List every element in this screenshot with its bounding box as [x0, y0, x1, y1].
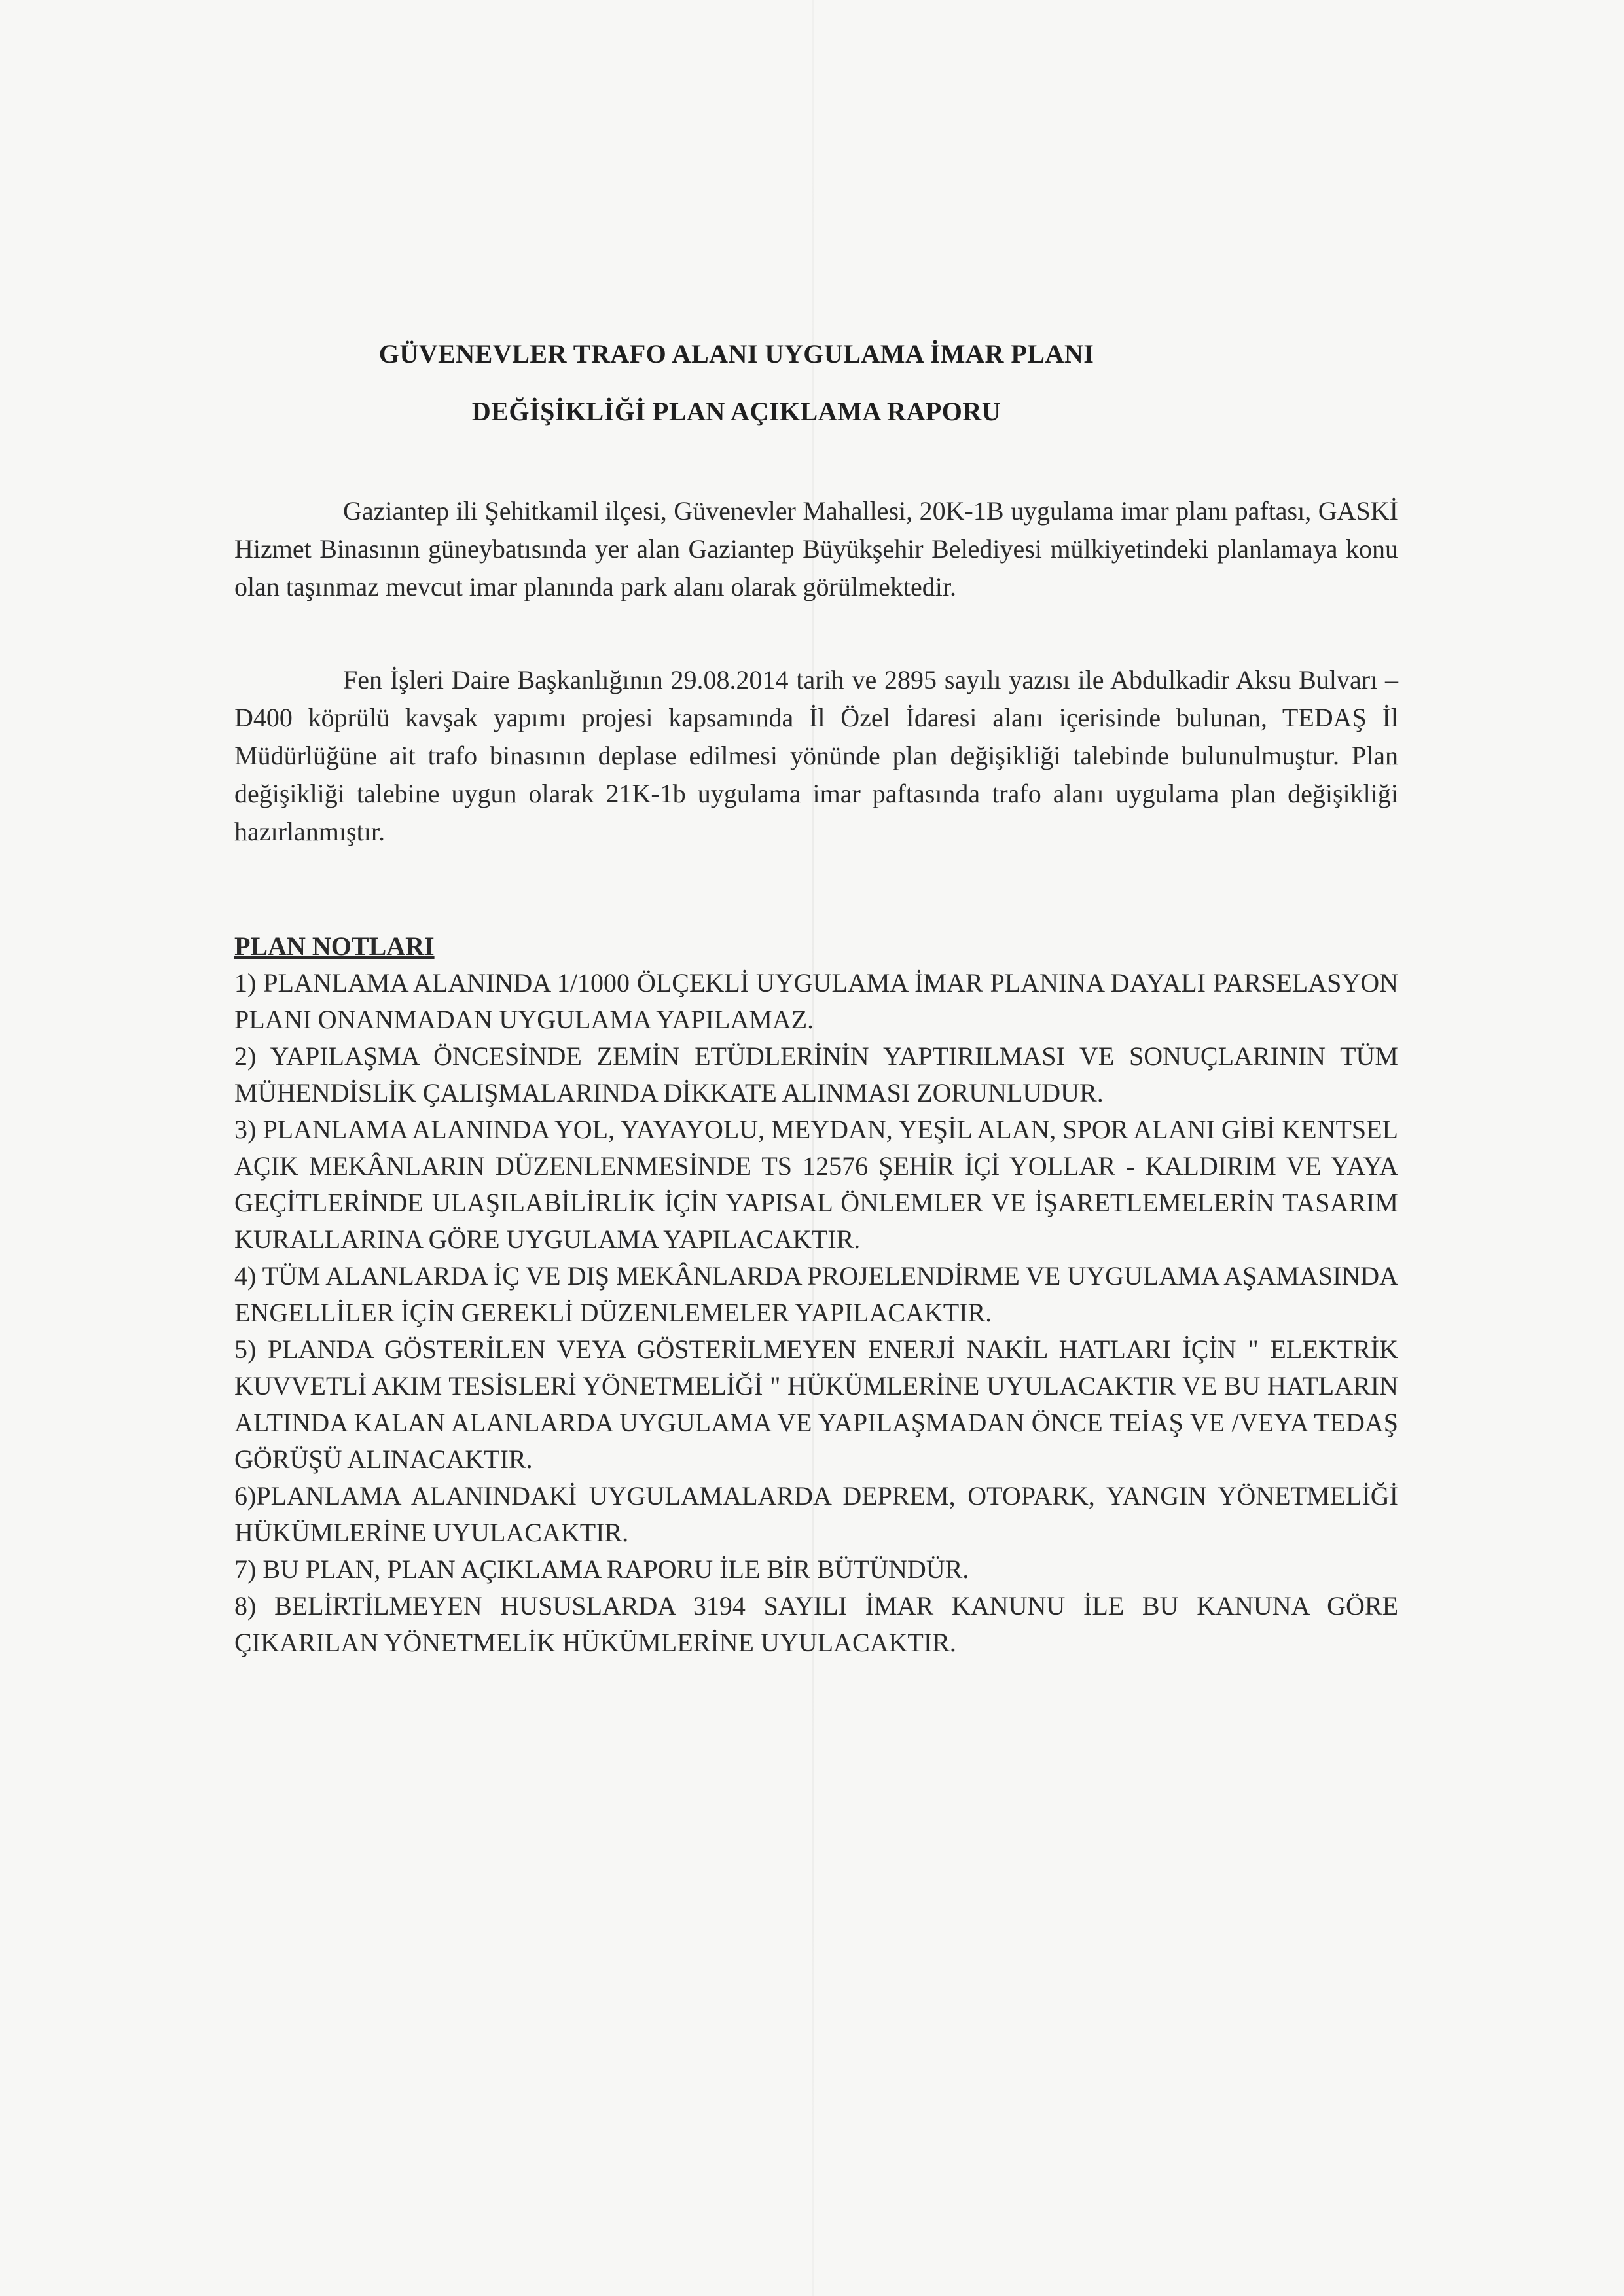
document-title-line-1: GÜVENEVLER TRAFO ALANI UYGULAMA İMAR PLANI: [378, 339, 1094, 368]
plan-note-6: 6)PLANLAMA ALANINDAKİ UYGULAMALARDA DEPREM, OTOPARK, YANGIN YÖNETMELİĞİ HÜKÜMLERİNE UYULACAKTIR.: [234, 1481, 1398, 1547]
plan-note-7: 7) BU PLAN, PLAN AÇIKLAMA RAPORU İLE BİR BÜTÜNDÜR.: [234, 1554, 969, 1584]
plan-notes-heading: PLAN NOTLARI: [234, 931, 435, 961]
plan-note-1: 1) PLANLAMA ALANINDA 1/1000 ÖLÇEKLİ UYGULAMA İMAR PLANINA DAYALI PARSELASYON PLANI ONANMADAN UYGULAMA YAPILAMAZ.: [234, 968, 1398, 1034]
plan-note-4: 4) TÜM ALANLARDA İÇ VE DIŞ MEKÂNLARDA PROJELENDİRME VE UYGULAMA AŞAMASINDA ENGELLİLER İÇİN GEREKLİ DÜZENLEMELER YAPILACAKTIR.: [234, 1261, 1398, 1327]
plan-notes: [234, 928, 1398, 1661]
plan-note-3: 3) PLANLAMA ALANINDA YOL, YAYAYOLU, MEYDAN, YEŞİL ALAN, SPOR ALANI GİBİ KENTSEL AÇIK MEKÂNLARIN DÜZENLENMESİNDE TS 12576 ŞEHİR İÇİ YOLLAR - KALDIRIM VE YAYA GEÇİTLERİNDE ULAŞILABİLİRLİK İÇİN YAPISAL ÖNLEMLER VE İŞARETLEMELERİN TASARIM KURALLARINA GÖRE UYGULAMA YAPILACAKTIR.: [234, 1115, 1398, 1254]
paragraph-1: Gaziantep ili Şehitkamil ilçesi, Güvenevler Mahallesi, 20K-1B uygulama imar planı paftası, GASKİ Hizmet Binasının güneybatısında yer alan Gaziantep Büyükşehir Belediyesi mülkiyetindeki planlamaya konu olan taşınmaz mevcut imar planında park alanı olarak görülmektedir.: [234, 496, 1398, 601]
plan-note-8: 8) BELİRTİLMEYEN HUSUSLARDA 3194 SAYILI İMAR KANUNU İLE BU KANUNA GÖRE ÇIKARILAN YÖNETMELİK HÜKÜMLERİNE UYULACAKTIR.: [234, 1591, 1398, 1657]
document-title-line-2: DEĞİŞİKLİĞİ PLAN AÇIKLAMA RAPORU: [471, 397, 1001, 426]
plan-note-2: 2) YAPILAŞMA ÖNCESİNDE ZEMİN ETÜDLERİNİN YAPTIRILMASI VE SONUÇLARININ TÜM MÜHENDİSLİK ÇALIŞMALARINDA DİKKATE ALINMASI ZORUNLUDUR.: [234, 1041, 1398, 1107]
paragraph-2: Fen İşleri Daire Başkanlığının 29.08.2014 tarih ve 2895 sayılı yazısı ile Abdulkadir Aksu Bulvarı – D400 köprülü kavşak yapımı projesi kapsamında İl Özel İdaresi alanı içerisinde bulunan, TEDAŞ İl Müdürlüğüne ait trafo binasının deplase edilmesi yönünde plan değişikliği talebinde bulunulmuştur. Plan değişikliği talebine uygun olarak 21K-1b uygulama imar paftasında trafo alanı uygulama plan değişikliği hazırlanmıştır.: [234, 665, 1398, 846]
plan-note-5: 5) PLANDA GÖSTERİLEN VEYA GÖSTERİLMEYEN ENERJİ NAKİL HATLARI İÇİN " ELEKTRİK KUVVETLİ AKIM TESİSLERİ YÖNETMELİĞİ " HÜKÜMLERİNE UYULACAKTIR VE BU HATLARIN ALTINDA KALAN ALANLARDA UYGULAMA VE YAPILAŞMADAN ÖNCE TEİAŞ VE /VEYA TEDAŞ GÖRÜŞÜ ALINACAKTIR.: [234, 1335, 1398, 1474]
